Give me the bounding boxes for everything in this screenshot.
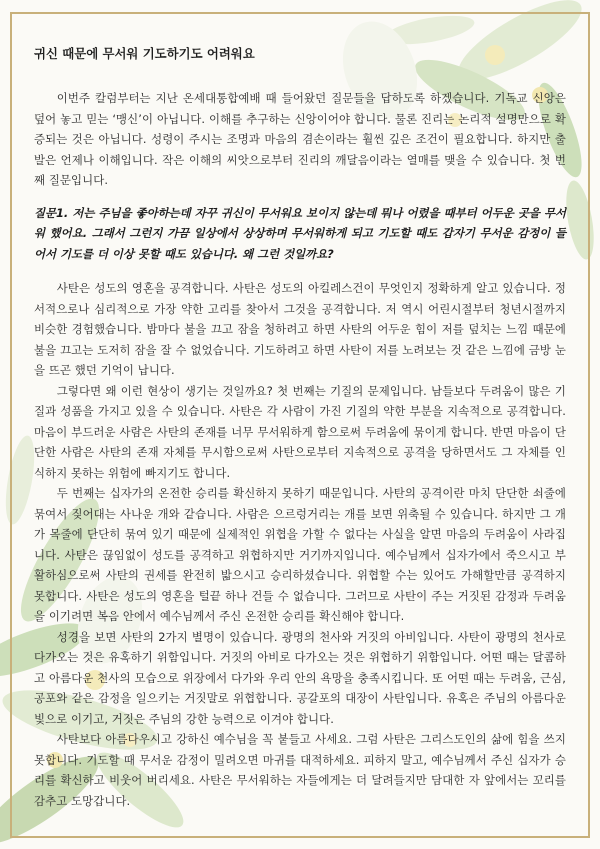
body-paragraph-3: 두 번째는 십자가의 온전한 승리를 확신하지 못하기 때문입니다. 사탄의 공격이란 마치 단단한 쇠줄에 묶여서 짖어대는 사나운 개와 같습니다. 사람은 으르렁거리는 개를 보면 위축될 수 있습니다. 하지만 그 개가 목줄에 단단히 묶여 있기 때문에 실제적인 위협을 가할 수 없다는 사실을 알면 마음의 두려움이 사라집니다. 사탄은 끊임없이 성도를 공격하고 위협하지만 거기까지입니다. 예수님께서 십자가에서 죽으시고 부활하심으로써 사탄의 권세를 완전히 밟으시고 승리하셨습니다. 위협할 수는 있어도 가해할만큼 공격하지 못합니다. 사탄은 성도의 영혼을 털끝 하나 건들 수 없습니다. 그러므로 사탄이 주는 거짓된 감정과 두려움을 이기려면 복음 안에서 예수님께서 주신 온전한 승리를 확신해야 합니다. — [34, 486, 566, 623]
body-paragraph-1: 사탄은 성도의 영혼을 공격합니다. 사탄은 성도의 아킬레스건이 무엇인지 정확하게 알고 있습니다. 정서적으로나 심리적으로 가장 약한 고리를 찾아서 그것을 공격합니다. 저 역시 어린시절부터 청년시절까지 비슷한 경험했습니다. 밤마다 불을 끄고 잠을 청하려고 하면 사탄의 어두운 힘이 저를 덮치는 느낌 때문에 불을 끄고는 도저히 잠을 잘 수 없었습니다. 기도하려고 하면 사탄이 저를 노려보는 것 같은 느낌에 금방 눈을 뜨곤 했던 기억이 납니다. — [34, 281, 566, 377]
body-paragraph-4: 성경을 보면 사탄의 2가지 별명이 있습니다. 광명의 천사와 거짓의 아비입니다. 사탄이 광명의 천사로 다가오는 것은 유혹하기 위함입니다. 거짓의 아비로 다가오는 것은 위협하기 위함입니다. 어떤 때는 달콤하고 아름다운 천사의 모습으로 위장에서 다가와 우리 안의 욕망을 충족시킵니다. 또 어떤 때는 두려움, 근심, 공포와 같은 감정을 일으키는 거짓말로 위협합니다. 공갈포의 대장이 사탄입니다. 유혹은 주님의 아름다운 빛으로 이기고, 거짓은 주님의 강한 능력으로 이겨야 합니다. — [34, 629, 566, 726]
question-text: 질문1. 저는 주님을 좋아하는데 자꾸 귀신이 무서워요 보이지 않는데 뭐나 어렸을 때부터 어두운 곳을 무서워 했어요. 그래서 그런지 가끔 일상에서 상상하며 무서워하게 되고 기도할 때도 갑자기 무서운 감정이 들어서 기도를 더 이상 못할 때도 있습니다. 왜 그런 것일까요? — [34, 205, 566, 261]
page-title: 귀신 때문에 무서워 기도하기도 어려워요 — [34, 46, 255, 61]
body-paragraph-2: 그렇다면 왜 이런 현상이 생기는 것일까요? 첫 번째는 기질의 문제입니다. 남들보다 두려움이 많은 기질과 성품을 가지고 있을 수 있습니다. 사탄은 각 사람이 가진 기질의 약한 부분을 지속적으로 공격합니다. 마음이 부드러운 사람은 사탄의 존재를 너무 무서워하게 함으로써 두려움에 묶이게 합니다. 반면 마음이 단단한 사람은 사탄의 존재 자체를 무시함으로써 사탄으로부터 지속적으로 공격을 당하면서도 그 자체를 인식하지 못하는 위험에 빠지기도 합니다. — [34, 383, 566, 480]
article — [34, 46, 566, 811]
body-paragraph-5: 사탄보다 아름다우시고 강하신 예수님을 꼭 붙들고 사세요. 그럼 사탄은 그리스도인의 삶에 힘을 쓰지 못합니다. 기도할 때 무서운 감정이 밀려오면 마귀를 대적하세요. 피하지 말고, 예수님께서 주신 십자가 승리를 확신하고 비웃어 버리세요. 사탄은 무서워하는 자들에게는 더 달려들지만 담대한 자 앞에서는 꼬리를 감추고 도망갑니다. — [34, 732, 566, 808]
intro-paragraph: 이번주 칼럼부터는 지난 온세대통합예배 때 들어왔던 질문들을 답하도록 하겠습니다. 기독교 신앙은 덮어 놓고 믿는 ‘맹신’이 아닙니다. 이해를 추구하는 신앙이어야 합니다. 물론 진리는 논리적 설명만으로 확증되는 것은 아닙니다. 성령이 주시는 조명과 마음의 겸손이라는 훨씬 깊은 조건이 필요합니다. 하지만 출발은 언제나 이해입니다. 작은 이해의 씨앗으로부터 진리의 깨달음이라는 열매를 맺을 수 있습니다. 첫 번째 질문입니다. — [34, 91, 566, 187]
